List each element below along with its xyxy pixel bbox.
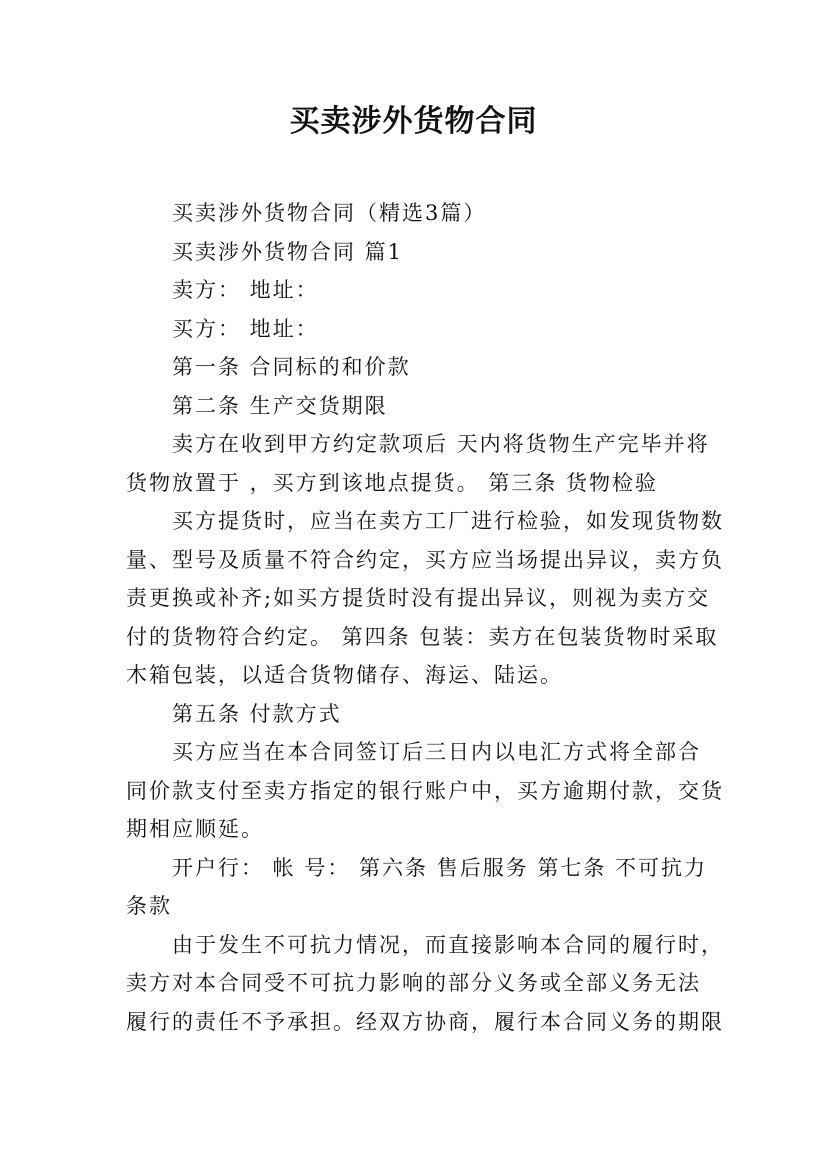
paragraph-line: 量、型号及质量不符合约定，买方应当场提出异议，卖方负 <box>126 547 724 572</box>
paragraph-line: 期相应顺延。 <box>126 817 264 841</box>
paragraph-line: 买卖涉外货物合同（精选3篇） <box>172 201 487 225</box>
paragraph-line: 履行的责任不予承担。经双方协商，履行本合同义务的期限 <box>126 1009 724 1034</box>
paragraph-line: 卖方对本合同受不可抗力影响的部分义务或全部义务无法 <box>126 971 701 995</box>
paragraph-line: 货物放置于 ，买方到该地点提货。 第三条 货物检验 <box>126 470 659 495</box>
paragraph-line: 买卖涉外货物合同 篇1 <box>172 239 404 264</box>
paragraph-line: 条款 <box>126 894 172 918</box>
paragraph-line: 付的货物符合约定。 第四条 包装：卖方在包装货物时采取 <box>126 624 719 649</box>
document-title: 买卖涉外货物合同 <box>289 104 538 139</box>
paragraph-line: 卖方在收到甲方约定款项后 天内将货物生产完毕并将 <box>172 432 710 456</box>
paragraph-line: 责更换或补齐;如买方提货时没有提出异议，则视为卖方交 <box>126 586 711 610</box>
paragraph-line: 卖方： 地址： <box>172 278 319 302</box>
paragraph-line: 买方： 地址： <box>172 316 319 341</box>
paragraph-line: 由于发生不可抗力情况，而直接影响本合同的履行时， <box>172 932 724 957</box>
paragraph-line: 木箱包装，以适合货物储存、海运、陆运。 <box>126 663 563 687</box>
paragraph-line: 第二条 生产交货期限 <box>172 393 388 418</box>
paragraph-line: 同价款支付至卖方指定的银行账户中，买方逾期付款，交货 <box>126 778 724 803</box>
paragraph-line: 买方提货时，应当在卖方工厂进行检验，如发现货物数 <box>172 509 724 533</box>
paragraph-line: 开户行： 帐 号： 第六条 售后服务 第七条 不可抗力 <box>172 855 708 880</box>
paragraph-line: 买方应当在本合同签订后三日内以电汇方式将全部合 <box>172 740 701 764</box>
document-body <box>126 194 724 1041</box>
paragraph-line: 第五条 付款方式 <box>172 701 342 726</box>
paragraph-line: 第一条 合同标的和价款 <box>172 355 411 379</box>
